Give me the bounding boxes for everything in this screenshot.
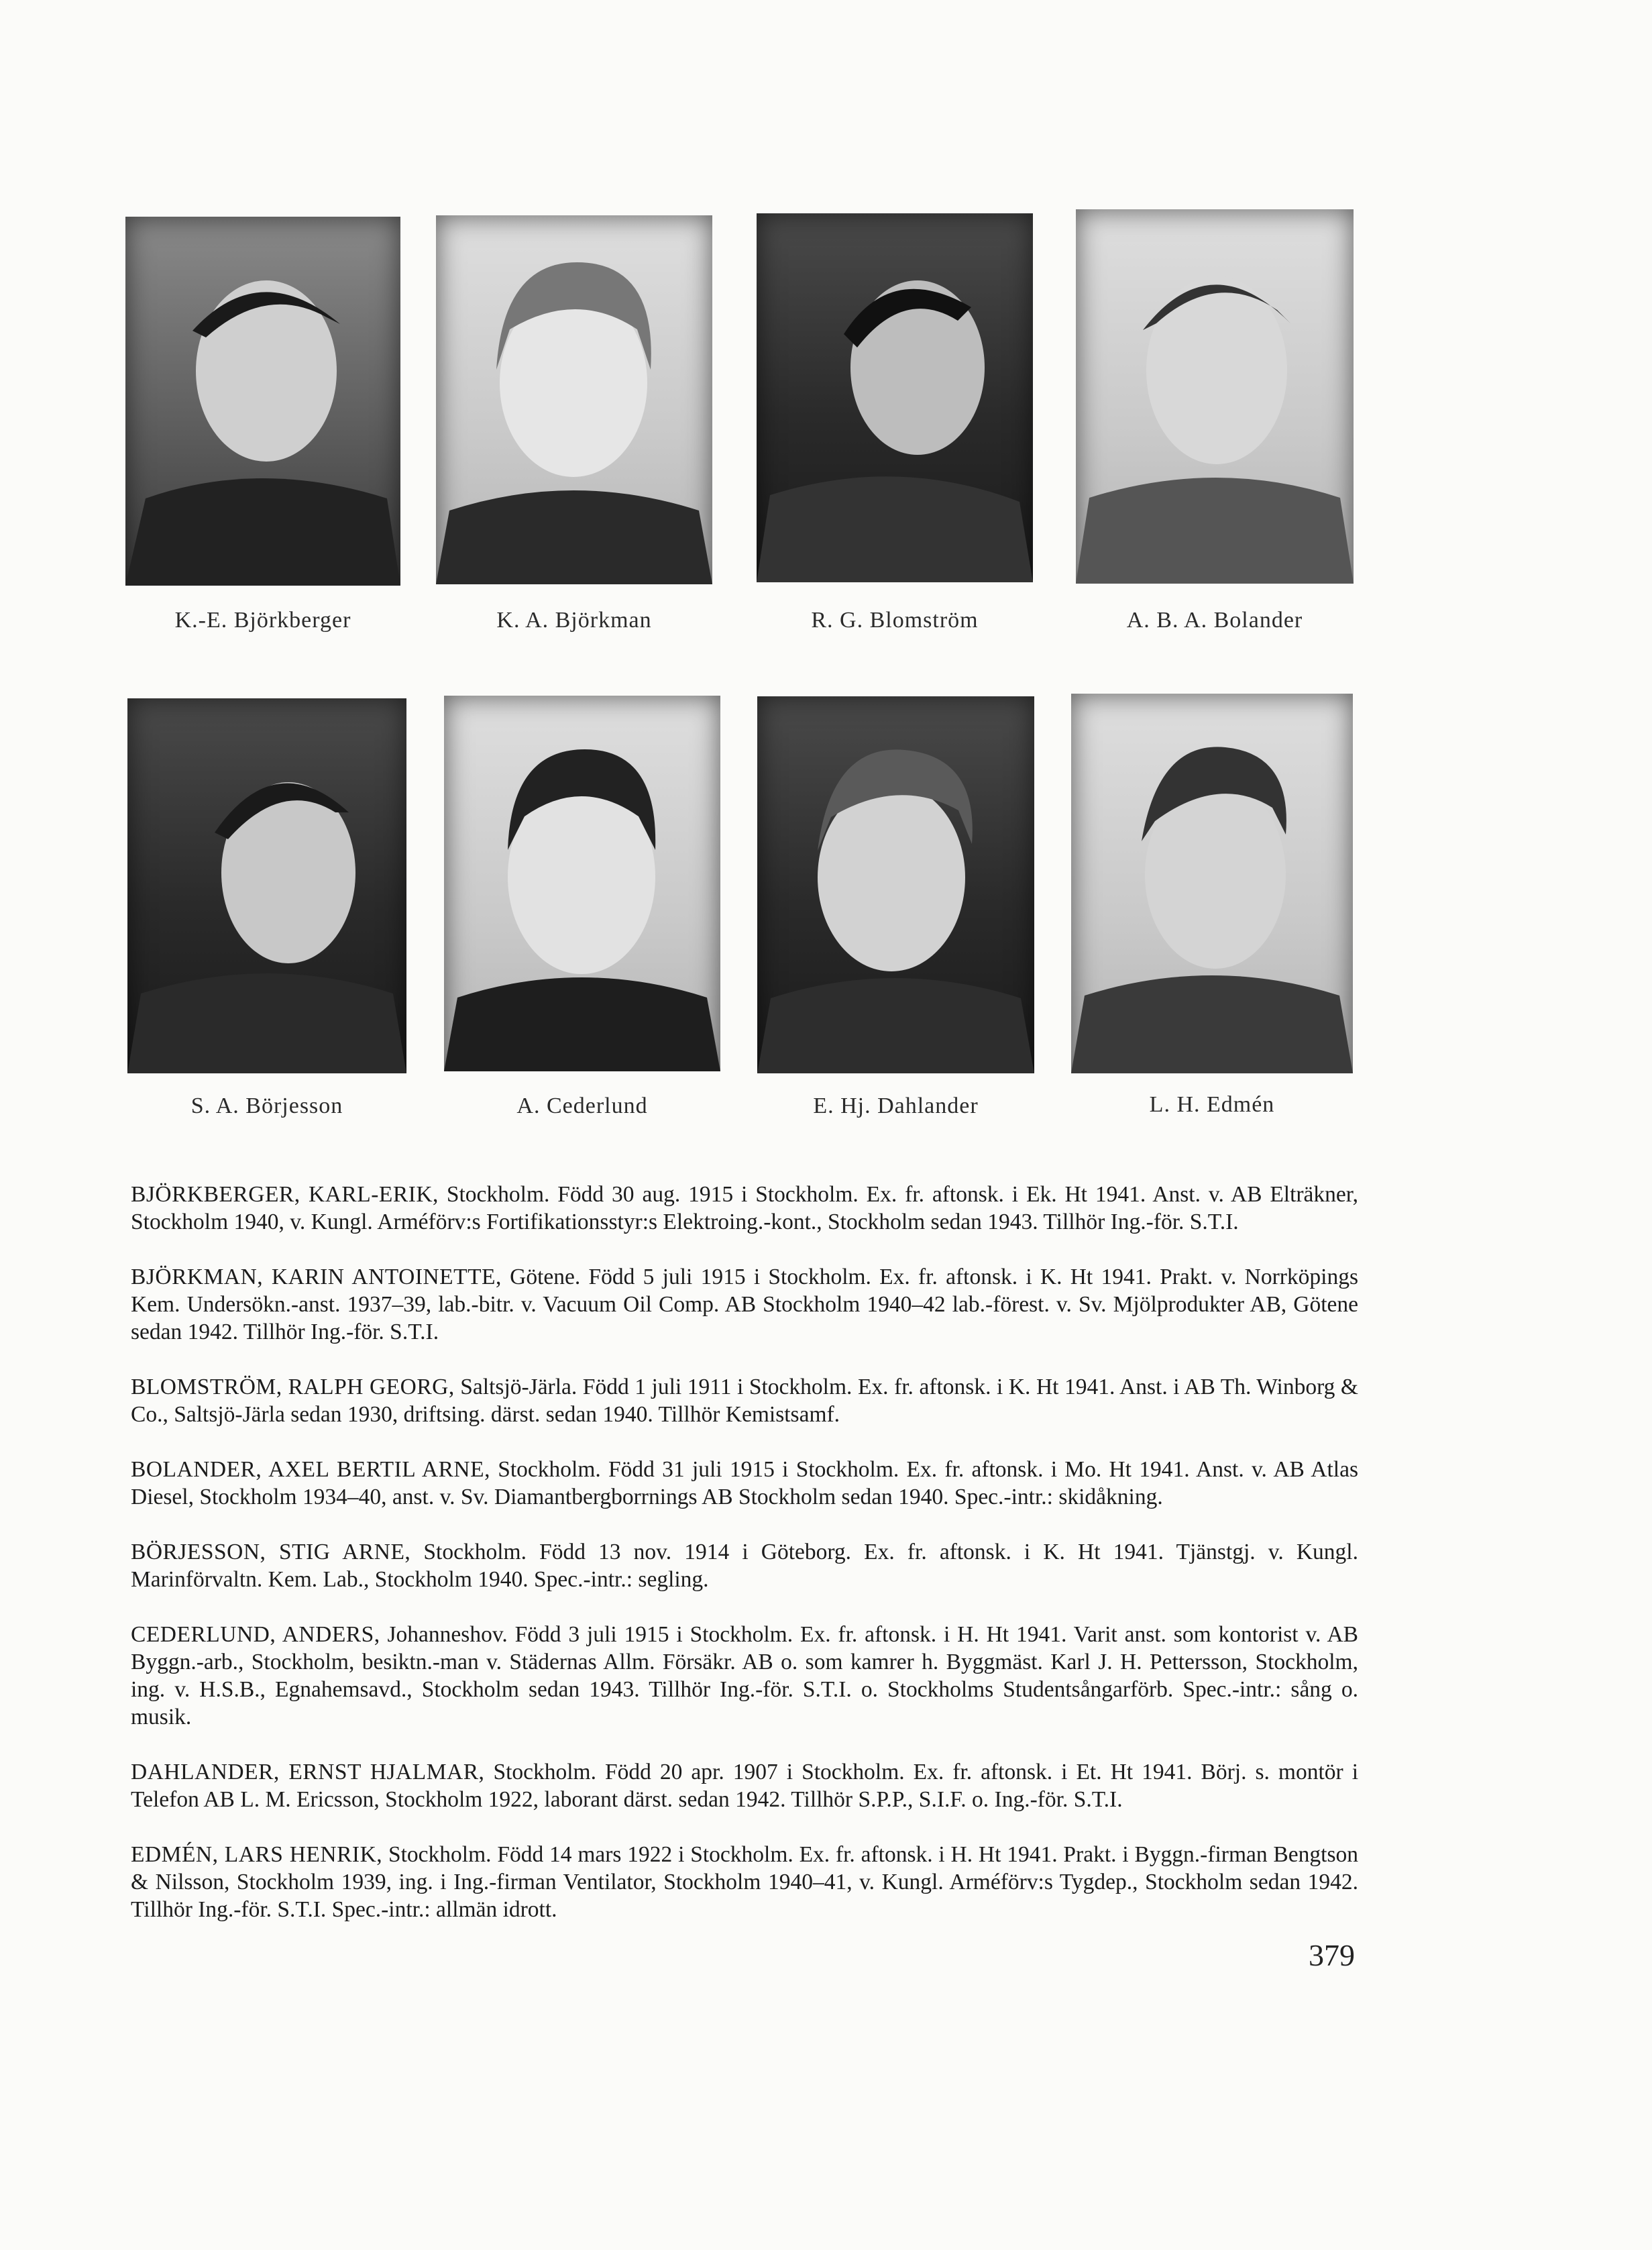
entry-name: EDMÉN, LARS HENRIK, — [131, 1842, 383, 1867]
entry-name: BLOMSTRÖM, RALPH GEORG, — [131, 1375, 455, 1399]
biography-entry — [131, 1758, 1358, 1813]
portrait-photo-borjesson — [127, 698, 406, 1073]
entry-name: CEDERLUND, ANDERS, — [131, 1622, 380, 1647]
biography-entry — [131, 1456, 1358, 1511]
portrait-photo-bjorkman — [436, 215, 712, 584]
entry-name: DAHLANDER, ERNST HJALMAR, — [131, 1760, 485, 1784]
entry-name: BJÖRKMAN, KARIN ANTOINETTE, — [131, 1265, 502, 1289]
entry-text: Stockholm. Född 14 mars 1922 i Stockholm. Ex. fr. aftonsk. i H. Ht 1941. Prakt. i Byggn.-firman Bengtson & Nilsson, Stockholm 1939, ing. i Ing.-firman Ventilator, Stockholm 1940–41, v. Kungl. Arméförv:s Tygdep., Stockholm sedan 1942. Tillhör Ing.-för. S.T.I. Spec.-intr.: allmän idrott. — [131, 1842, 1358, 1922]
portrait-photo-dahlander — [757, 696, 1034, 1073]
entry-name: BÖRJESSON, STIG ARNE, — [131, 1540, 411, 1564]
biography-entry — [131, 1841, 1358, 1923]
portrait-photo-edmen — [1071, 694, 1353, 1073]
biography-entry — [131, 1538, 1358, 1593]
entry-name: BJÖRKBERGER, KARL-ERIK, — [131, 1182, 439, 1207]
portrait-photo-bolander — [1076, 209, 1354, 584]
biography-entry — [131, 1181, 1358, 1236]
portrait-caption: K.-E. Björkberger — [174, 608, 351, 633]
biography-entry — [131, 1263, 1358, 1346]
entry-name: BOLANDER, AXEL BERTIL ARNE, — [131, 1457, 490, 1482]
biography-entry — [131, 1621, 1358, 1731]
biography-entry — [131, 1373, 1358, 1428]
portrait-caption: L. H. Edmén — [1149, 1092, 1275, 1117]
portrait-caption: S. A. Börjesson — [190, 1093, 343, 1118]
entry-text: Saltsjö-Järla. Född 1 juli 1911 i Stockholm. Ex. fr. aftonsk. i K. Ht 1941. Anst. i AB Th. Winborg & Co., Saltsjö-Järla sedan 1930, driftsing. därst. sedan 1940. Tillhör Kemistsamf. — [131, 1375, 1358, 1427]
page-number: 379 — [1309, 1938, 1355, 1972]
entry-text: Götene. Född 5 juli 1915 i Stockholm. Ex. fr. aftonsk. i K. Ht 1941. Prakt. v. Norrköpings Kem. Undersökn.-anst. 1937–39, lab.-bitr. v. Vacuum Oil Comp. AB Stockholm 1940–42 lab.-förest. v. Sv. Mjölprodukter AB, Götene sedan 1942. Tillhör Ing.-för. S.T.I. — [131, 1265, 1358, 1344]
portrait-photo-blomstrom — [757, 213, 1033, 582]
biography-list — [131, 1181, 1358, 1951]
portrait-caption: A. Cederlund — [516, 1093, 648, 1118]
entry-text: Stockholm. Född 13 nov. 1914 i Göteborg. Ex. fr. aftonsk. i K. Ht 1941. Tjänstgj. v. Kungl. Marinförvaltn. Kem. Lab., Stockholm 1940. Spec.-intr.: segling. — [131, 1540, 1358, 1592]
entry-text: Stockholm. Född 31 juli 1915 i Stockholm. Ex. fr. aftonsk. i Mo. Ht 1941. Anst. v. AB Atlas Diesel, Stockholm 1934–40, anst. v. Sv. Diamantbergborrnings AB Stockholm sedan 1940. Spec.-intr.: skidåkning. — [131, 1457, 1358, 1509]
entry-text: Stockholm. Född 20 apr. 1907 i Stockholm. Ex. fr. aftonsk. i Et. Ht 1941. Börj. s. montör i Telefon AB L. M. Ericsson, Stockholm 1922, laborant därst. sedan 1942. Tillhör S.P.P., S.I.F. o. Ing.-för. S.T.I. — [131, 1760, 1358, 1812]
entry-text: Stockholm. Född 30 aug. 1915 i Stockholm. Ex. fr. aftonsk. i Ek. Ht 1941. Anst. v. AB Elträkner, Stockholm 1940, v. Kungl. Arméförv:s Fortifikationsstyr:s Elektroing.-kont., Stockholm sedan 1943. Tillhör Ing.-för. S.T.I. — [131, 1182, 1358, 1234]
portrait-caption: K. A. Björkman — [496, 608, 652, 633]
entry-text: Johanneshov. Född 3 juli 1915 i Stockholm. Ex. fr. aftonsk. i H. Ht 1941. Varit anst. som kontorist v. AB Byggn.-arb., Stockholm, besiktn.-man v. Städernas Allm. Försäkr. AB o. som kamrer h. Byggmäst. Karl J. H. Pettersson, Stockholm, ing. v. H.S.B., Egnahemsavd., Stockholm sedan 1943. Tillhör Ing.-för. S.T.I. o. Stockholms Studentsångarförb. Spec.-intr.: sång o. musik. — [131, 1622, 1358, 1729]
portrait-photo-bjorkberger — [125, 217, 400, 586]
portrait-caption: E. Hj. Dahlander — [813, 1093, 979, 1118]
portrait-caption: R. G. Blomström — [811, 608, 979, 633]
portrait-caption: A. B. A. Bolander — [1126, 608, 1303, 633]
portrait-photo-cederlund — [444, 696, 720, 1071]
